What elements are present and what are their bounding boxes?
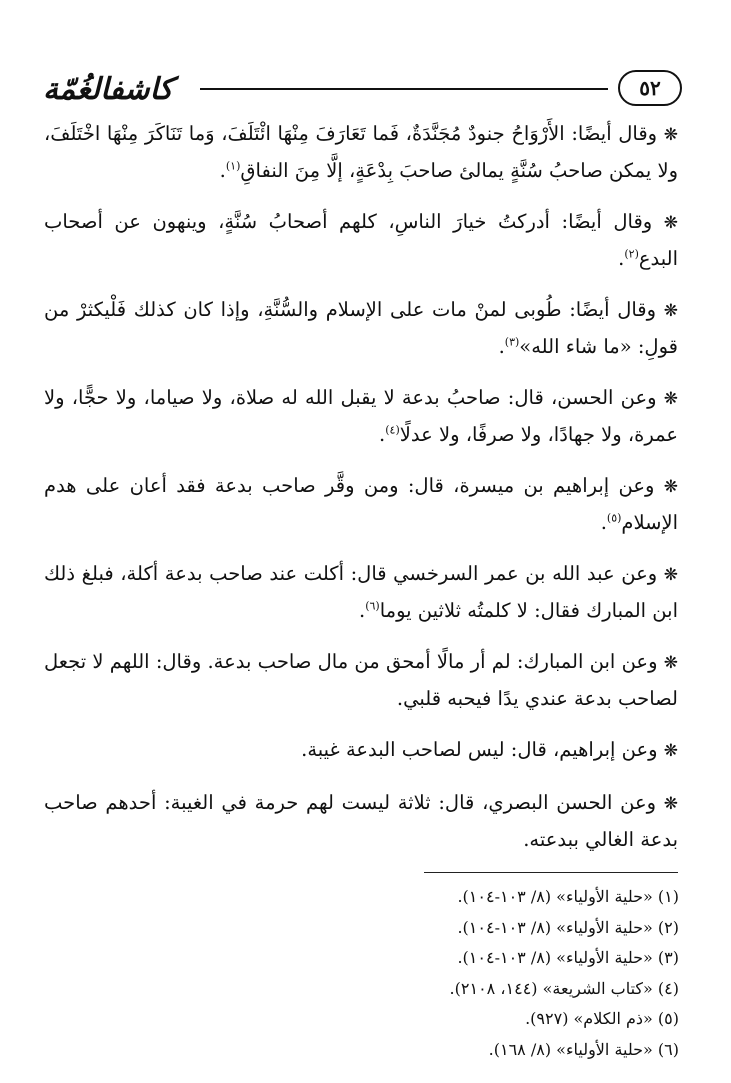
footnote: (٢) «حلية الأولياء» (٨/ ١٠٣-١٠٤). [457, 917, 679, 937]
paragraph-tail: . [600, 511, 607, 534]
paragraph [44, 204, 678, 276]
paragraph [44, 116, 678, 188]
page-number-badge [618, 70, 682, 106]
star-bullet-icon: ❋ [663, 301, 678, 321]
paragraph-text: وعن عبد الله بن عمر السرخسي قال: أكلت عند صاحب بدعة أكلة، فبلغ ذلك ابن المبارك فقال: لا كلمتُه ثلاثين يوما [44, 562, 678, 622]
page-number: ٥٢ [639, 76, 661, 100]
paragraph-tail: . [498, 335, 505, 358]
footnote-ref: (١) [225, 159, 241, 173]
paragraph-text: وقال أيضًا: طُوبى لمنْ مات على الإسلام والسُّنَّةِ، وإذا كان كذلك فَلْيكثرْ من قولِ: «ما شاء الله» [44, 298, 678, 358]
star-bullet-icon: ❋ [663, 477, 679, 497]
footnote-ref: (٥) [606, 511, 622, 525]
paragraph [44, 380, 678, 452]
paragraph-text: وعن إبراهيم، قال: ليس لصاحب البدعة غيبة. [301, 738, 658, 761]
paragraph-text: وعن الحسن البصري، قال: ثلاثة ليست لهم حرمة في الغيبة: أحدهم صاحب بدعة الغالي ببدعته. [44, 791, 678, 851]
book-title: كاشفالغُمّة [43, 72, 173, 107]
star-bullet-icon: ❋ [663, 653, 678, 673]
footnotes [279, 882, 679, 1065]
star-bullet-icon: ❋ [663, 794, 678, 814]
star-bullet-icon: ❋ [663, 213, 678, 233]
main-text [44, 116, 678, 873]
star-bullet-icon: ❋ [663, 125, 679, 145]
paragraph [44, 732, 678, 769]
paragraph-tail: . [379, 423, 386, 446]
paragraph-tail: . [618, 247, 625, 270]
footnote-ref: (٢) [624, 247, 639, 261]
star-bullet-icon: ❋ [663, 565, 678, 585]
footnote: (٣) «حلية الأولياء» (٨/ ١٠٣-١٠٤). [457, 948, 679, 967]
paragraph [44, 468, 678, 540]
footnote: (٦) «حلية الأولياء» (٨/ ١٦٨). [488, 1039, 679, 1059]
paragraph [44, 292, 678, 364]
paragraph-tail: . [359, 599, 366, 622]
footnote-divider [424, 872, 678, 873]
page-header [22, 68, 682, 118]
paragraph [44, 785, 678, 857]
footnote-ref: (٤) [385, 423, 400, 437]
star-bullet-icon: ❋ [663, 741, 678, 761]
paragraph [44, 644, 678, 716]
footnote: (٤) «كتاب الشريعة» (١٤٤، ٢١٠٨). [449, 978, 679, 998]
paragraph-text: وعن ابن المبارك: لم أر مالًا أمحق من مال صاحب بدعة. وقال: اللهم لا تجعل لصاحب بدعة عندي يدًا فيحبه قلبي. [44, 650, 678, 710]
header-divider [200, 88, 608, 90]
paragraph [44, 556, 678, 628]
footnote-ref: (٣) [504, 335, 520, 349]
star-bullet-icon: ❋ [663, 389, 678, 409]
paragraph-text: وعن إبراهيم بن ميسرة، قال: ومن وقَّر صاحب بدعة فقد أعان على هدم الإسلام [44, 474, 678, 534]
footnote: (١) «حلية الأولياء» (٨/ ١٠٣-١٠٤). [457, 887, 679, 906]
paragraph-text: وعن الحسن، قال: صاحبُ بدعة لا يقبل الله له صلاة، ولا صياما، ولا حجًّا، ولا عمرة، ولا جهادًا، ولا صرفًا، ولا عدلًا [44, 386, 678, 446]
paragraph-tail: . [219, 159, 226, 182]
footnote: (٥) «ذم الكلام» (٩٢٧). [525, 1009, 679, 1028]
footnote-ref: (٦) [365, 599, 380, 613]
paragraph-text: وقال أيضًا: الأَرْوَاحُ جنودٌ مُجَنَّدَةٌ، فَما تَعَارَفَ مِنْهَا ائْتَلَفَ، وَما تَنَاكَرَ مِنْهَا اخْتَلَفَ، ولا يمكن صاحبُ سُنَّةٍ يمالئ صاحبَ بِدْعَةٍ، إلَّا مِنَ النفاقِ [44, 122, 678, 182]
paragraph-text: وقال أيضًا: أدركتُ خيارَ الناسِ، كلهم أصحابُ سُنَّةٍ، وينهون عن أصحاب البدع [44, 210, 678, 270]
